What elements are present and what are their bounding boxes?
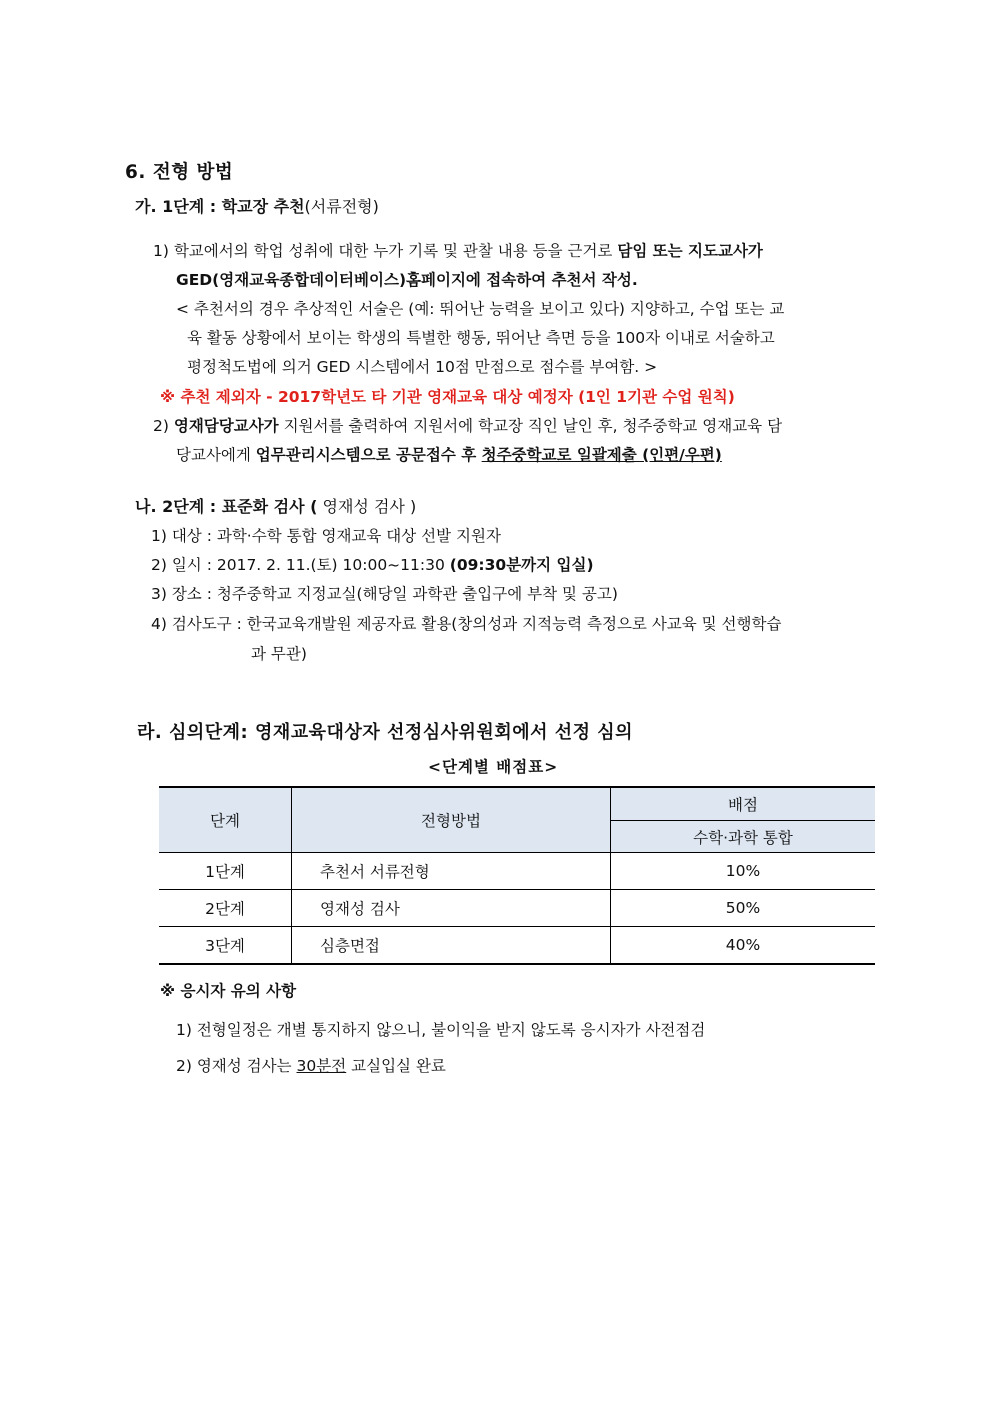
step1-note-line1: < 추천서의 경우 추상적인 서술은 (예: 뛰어난 능력을 보이고 있다) 지양하고, 수업 또는 교 (176, 300, 785, 318)
row-method: 심층면접 (292, 927, 611, 965)
table-caption: <단계별 배점표> (428, 758, 559, 776)
step2-heading (135, 496, 416, 518)
step1-heading-rest: (서류전형) (304, 197, 379, 216)
step2-item3: 3) 장소 : 청주중학교 지정교실(해당일 과학관 출입구에 부착 및 공고) (151, 585, 618, 603)
col-score-subheader: 수학·과학 통합 (611, 821, 876, 853)
row-method: 추천서 서류전형 (292, 853, 611, 890)
notes-item2 (176, 1055, 446, 1077)
step4-heading: 라. 심의단계: 영재교육대상자 선정심사위원회에서 선정 심의 (137, 722, 634, 743)
table-row (159, 890, 875, 927)
row-score: 40% (611, 927, 876, 965)
notes-item1: 1) 전형일정은 개별 통지하지 않으니, 불이익을 받지 않도록 응시자가 사전점검 (176, 1021, 706, 1039)
step1-item1-bold: 담임 또는 지도교사가 (617, 242, 763, 260)
notes-item2-underline: 30분전 (296, 1057, 347, 1075)
table-row (159, 853, 875, 890)
notes-title: ※ 응시자 유의 사항 (160, 982, 297, 1000)
step1-heading (135, 196, 379, 218)
step1-item2-line2 (176, 444, 722, 466)
step2-item2-bold: (09:30분까지 입실) (449, 556, 594, 574)
section-title: 6. 전형 방법 (125, 162, 234, 183)
step2-item4-line2: 과 무관) (251, 645, 307, 663)
score-table (159, 786, 875, 965)
row-stage: 1단계 (159, 853, 292, 890)
step1-item2-line1 (153, 415, 782, 437)
row-method: 영재성 검사 (292, 890, 611, 927)
step1-item2-num: 2) (153, 417, 174, 435)
step1-item1-line1 (153, 240, 763, 262)
notes-item2-text2: 교실입실 완료 (346, 1057, 446, 1075)
step1-item2-bold: 영재담당교사가 (173, 417, 279, 435)
step2-item2 (151, 554, 594, 576)
step2-heading-bold: 나. 2단계 : 표준화 검사 ( (135, 497, 318, 516)
step1-note-line3: 평정척도법에 의거 GED 시스템에서 10점 만점으로 점수를 부여함. > (187, 358, 658, 376)
step2-heading-rest: 영재성 검사 ) (317, 497, 417, 516)
step1-heading-bold: 가. 1단계 : 학교장 추천 (135, 197, 305, 216)
step2-item1: 1) 대상 : 과학·수학 통합 영재교육 대상 선발 지원자 (151, 527, 501, 545)
step1-item1-text: 1) 학교에서의 학업 성취에 대한 누가 기록 및 관찰 내용 등을 근거로 (153, 242, 618, 260)
step1-exclusion: ※ 추천 제외자 - 2017학년도 타 기관 영재교육 대상 예정자 (1인 1기관 수업 원칙) (160, 388, 735, 406)
col-stage-header: 단계 (159, 787, 292, 853)
step1-item2-text: 지원서를 출력하여 지원서에 학교장 직인 날인 후, 청주중학교 영재교육 담 (278, 417, 783, 435)
col-method-header: 전형방법 (292, 787, 611, 853)
step1-item2-bold2: 업무관리시스템으로 공문접수 후 (255, 446, 482, 464)
table-row (159, 927, 875, 965)
row-stage: 3단계 (159, 927, 292, 965)
notes-item2-text: 2) 영재성 검사는 (176, 1057, 297, 1075)
step2-item4-line1: 4) 검사도구 : 한국교육개발원 제공자료 활용(창의성과 지적능력 측정으로 사교육 및 선행학습 (151, 615, 782, 633)
step1-item1-line2: GED(영재교육종합데이터베이스)홈페이지에 접속하여 추천서 작성. (176, 271, 638, 289)
row-stage: 2단계 (159, 890, 292, 927)
row-score: 10% (611, 853, 876, 890)
col-score-header: 배점 (611, 787, 876, 821)
step1-note-line2: 육 활동 상황에서 보이는 학생의 특별한 행동, 뛰어난 측면 등을 100자 이내로 서술하고 (187, 329, 775, 347)
row-score: 50% (611, 890, 876, 927)
step2-item2-text: 2) 일시 : 2017. 2. 11.(토) 10:00~11:30 (151, 556, 450, 574)
step1-item2-underline: 청주중학교로 일괄제출 (인편/우편) (481, 446, 722, 464)
step1-item2-text2: 당교사에게 (176, 446, 256, 464)
